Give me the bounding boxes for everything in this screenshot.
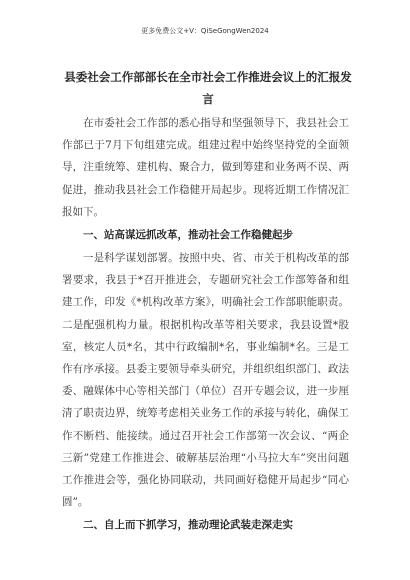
section-2-heading: 二、自上而下抓学习，推动理论武装走深走实: [83, 519, 293, 532]
section-1-paragraph: 一是科学谋划部署。按照中央、省、市关于机构改革的部署要求，我县于*召开推进会，专题研究社会工作部筹备和组建工作，印发《*机构改革方案》，明确社会工作部职能职责。二是配强机构力量。根据机构改革等相关要求，我县设置*股室，核定人员*名，其中行政编制*名，事业编制*名。三是工作有序承接。县委主要领导牵头研究，并组织组织部门、政法委、融媒体中心等相关部门（单位）召开专题会议，进一步厘清了职责边界，统筹考虑相关业务工作的承接与转化，确保工作不断档、能接续。通过召开社会工作部第一次会议、“两企三新”党建工作推进会、破解基层治理“小马拉大车”突出问题工作推进会等，强化协同联动，共同画好稳健开局起步“同心圆”。: [62, 252, 349, 509]
document-body: [62, 112, 349, 537]
header-note: 更多免费公文+V：QiSeGongWen2024: [141, 27, 269, 35]
document-title: 县委社会工作部部长在全市社会工作推进会议上的汇报发言: [64, 70, 352, 106]
section-1-heading: 一、站高谋远抓改革，推动社会工作稳健起步: [83, 229, 293, 242]
intro-paragraph: 在市委社会工作部的悉心指导和坚强领导下，我县社会工作部已于7月下旬组建完成。组建过程中始终坚持党的全面领导，注重统筹、建机构、聚合力，做到筹建和业务两不误、两促进，推动我县社会工作稳健开局起步。现将近期工作情况汇报如下。: [62, 117, 349, 218]
